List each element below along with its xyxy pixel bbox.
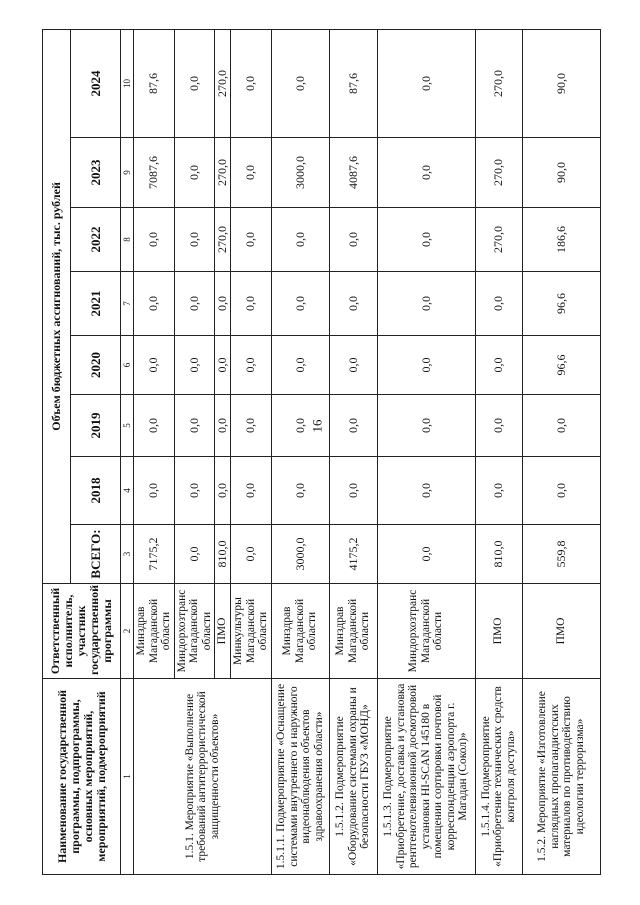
cell-total: 4175,2 [329,525,377,584]
cell-2021: 0,0 [231,272,272,336]
cell-2021: 0,0 [174,272,215,336]
row-name: 1.5.1. Мероприятие «Выполнение требований антитеррористической защищенности объектов» [134,679,272,875]
header-year-2019: 2019 [71,395,121,457]
column-index: 7 [121,272,134,336]
cell-2021: 96,6 [522,272,600,336]
column-index: 4 [121,457,134,525]
cell-2022: 0,0 [231,208,272,272]
cell-2023: 0,0 [174,138,215,208]
header-row-1 [43,29,71,874]
cell-2022: 0,0 [174,208,215,272]
cell-2019: 0,0 [134,395,175,457]
cell-2020: 0,0 [475,336,522,395]
table-row [271,29,329,874]
header-name: Наименование государственной программы, подпрограммы, основных мероприятий, мероприятий, подмероприятий [43,679,121,875]
cell-2020: 0,0 [174,336,215,395]
cell-total: 810,0 [475,525,522,584]
cell-2019: 0,0 [377,395,475,457]
row-responsible: Минздрав Магаданской области [329,584,377,679]
cell-2018: 0,0 [215,457,231,525]
cell-total: 810,0 [215,525,231,584]
cell-2024: 90,0 [522,29,600,137]
cell-2018: 0,0 [231,457,272,525]
row-responsible: ПМО [475,584,522,679]
cell-2020: 0,0 [377,336,475,395]
header-year-2021: 2021 [71,272,121,336]
cell-2021: 0,0 [329,272,377,336]
column-index-row [121,29,134,874]
cell-2018: 0,0 [377,457,475,525]
column-index: 5 [121,395,134,457]
cell-2018: 0,0 [134,457,175,525]
cell-2024: 0,0 [174,29,215,137]
table-row [475,29,522,874]
header-year-2024: 2024 [71,29,121,137]
cell-total: 3000,0 [271,525,329,584]
row-name: 1.5.2. Мероприятие «Изготовление наглядных пропагандистских материалов по противодействию идеологии терроризма» [522,679,600,875]
cell-2020: 0,0 [329,336,377,395]
row-responsible: Минздрав Магаданской области [271,584,329,679]
cell-2022: 270,0 [475,208,522,272]
cell-2024: 0,0 [231,29,272,137]
row-responsible: Миндорхозтранс Магаданской области [174,584,215,679]
row-responsible: ПМО [215,584,231,679]
cell-2020: 0,0 [231,336,272,395]
column-index: 9 [121,138,134,208]
table-row [134,29,175,874]
cell-2021: 0,0 [475,272,522,336]
cell-2019: 0,0 [271,395,329,457]
column-index: 2 [121,584,134,679]
cell-2019: 0,0 [174,395,215,457]
cell-2023: 7087,6 [134,138,175,208]
cell-2018: 0,0 [174,457,215,525]
cell-2023: 3000,0 [271,138,329,208]
cell-2019: 0,0 [215,395,231,457]
rotated-table-wrapper [42,30,586,875]
table-row [329,29,377,874]
row-responsible: Минкультуры Магаданской области [231,584,272,679]
cell-2020: 96,6 [522,336,600,395]
column-index: 8 [121,208,134,272]
cell-2019: 0,0 [329,395,377,457]
cell-2024: 270,0 [215,29,231,137]
column-index: 1 [121,679,134,875]
cell-2021: 0,0 [134,272,175,336]
cell-2023: 0,0 [231,138,272,208]
cell-2018: 0,0 [475,457,522,525]
cell-2023: 270,0 [215,138,231,208]
header-budget-group: Объем бюджетных ассигнований, тыс. рублей [43,29,71,583]
cell-total: 0,0 [231,525,272,584]
cell-2023: 0,0 [377,138,475,208]
row-name: 1.5.1.1. Подмероприятие «Оснащение системами внутреннего и наружного видеонаблюдения объектов здравоохранения области» [271,679,329,875]
cell-2019: 0,0 [475,395,522,457]
cell-2022: 270,0 [215,208,231,272]
page-number: 16 [309,419,325,433]
cell-2022: 0,0 [271,208,329,272]
budget-table [42,29,601,875]
column-index: 3 [121,525,134,584]
cell-2019: 0,0 [231,395,272,457]
header-year-2023: 2023 [71,138,121,208]
header-total: ВСЕГО: [71,525,121,584]
row-name: 1.5.1.2. Подмероприятие «Оборудование системами охраны и безопасности ГБУЗ «МОНД» [329,679,377,875]
cell-2022: 0,0 [134,208,175,272]
cell-2022: 0,0 [377,208,475,272]
cell-2023: 90,0 [522,138,600,208]
cell-2019: 0,0 [522,395,600,457]
table-row [377,29,475,874]
header-year-2018: 2018 [71,457,121,525]
column-index: 6 [121,336,134,395]
cell-total: 559,8 [522,525,600,584]
cell-2022: 186,6 [522,208,600,272]
header-responsible: Ответственный исполнитель, участник государственной программы [43,584,121,679]
row-name: 1.5.1.3. Подмероприятие «Приобретение, доставка и установка рентгенотелевизионной досмотровой установки HI-SCAN 145180 в помещении сортировки почтовой корреспонденции аэропорта г. Магадан (Сокол)» [377,679,475,875]
cell-total: 0,0 [174,525,215,584]
cell-2021: 0,0 [215,272,231,336]
cell-2023: 4087,6 [329,138,377,208]
table-row [522,29,600,874]
cell-total: 7175,2 [134,525,175,584]
cell-2024: 0,0 [271,29,329,137]
row-name: 1.5.1.4. Подмероприятие «Приобретение технических средств контроля доступа» [475,679,522,875]
row-responsible: ПМО [522,584,600,679]
cell-2022: 0,0 [329,208,377,272]
cell-2020: 0,0 [134,336,175,395]
cell-2024: 87,6 [134,29,175,137]
cell-2018: 0,0 [329,457,377,525]
cell-2024: 270,0 [475,29,522,137]
row-responsible: Минздрав Магаданской области [134,584,175,679]
row-responsible: Миндорхозтранс Магаданской области [377,584,475,679]
cell-2023: 270,0 [475,138,522,208]
cell-2020: 0,0 [271,336,329,395]
cell-2018: 0,0 [522,457,600,525]
cell-total: 0,0 [377,525,475,584]
cell-2020: 0,0 [215,336,231,395]
header-year-2020: 2020 [71,336,121,395]
cell-2018: 0,0 [271,457,329,525]
cell-2021: 0,0 [271,272,329,336]
cell-2024: 0,0 [377,29,475,137]
column-index: 10 [121,29,134,137]
cell-2024: 87,6 [329,29,377,137]
cell-2021: 0,0 [377,272,475,336]
header-year-2022: 2022 [71,208,121,272]
